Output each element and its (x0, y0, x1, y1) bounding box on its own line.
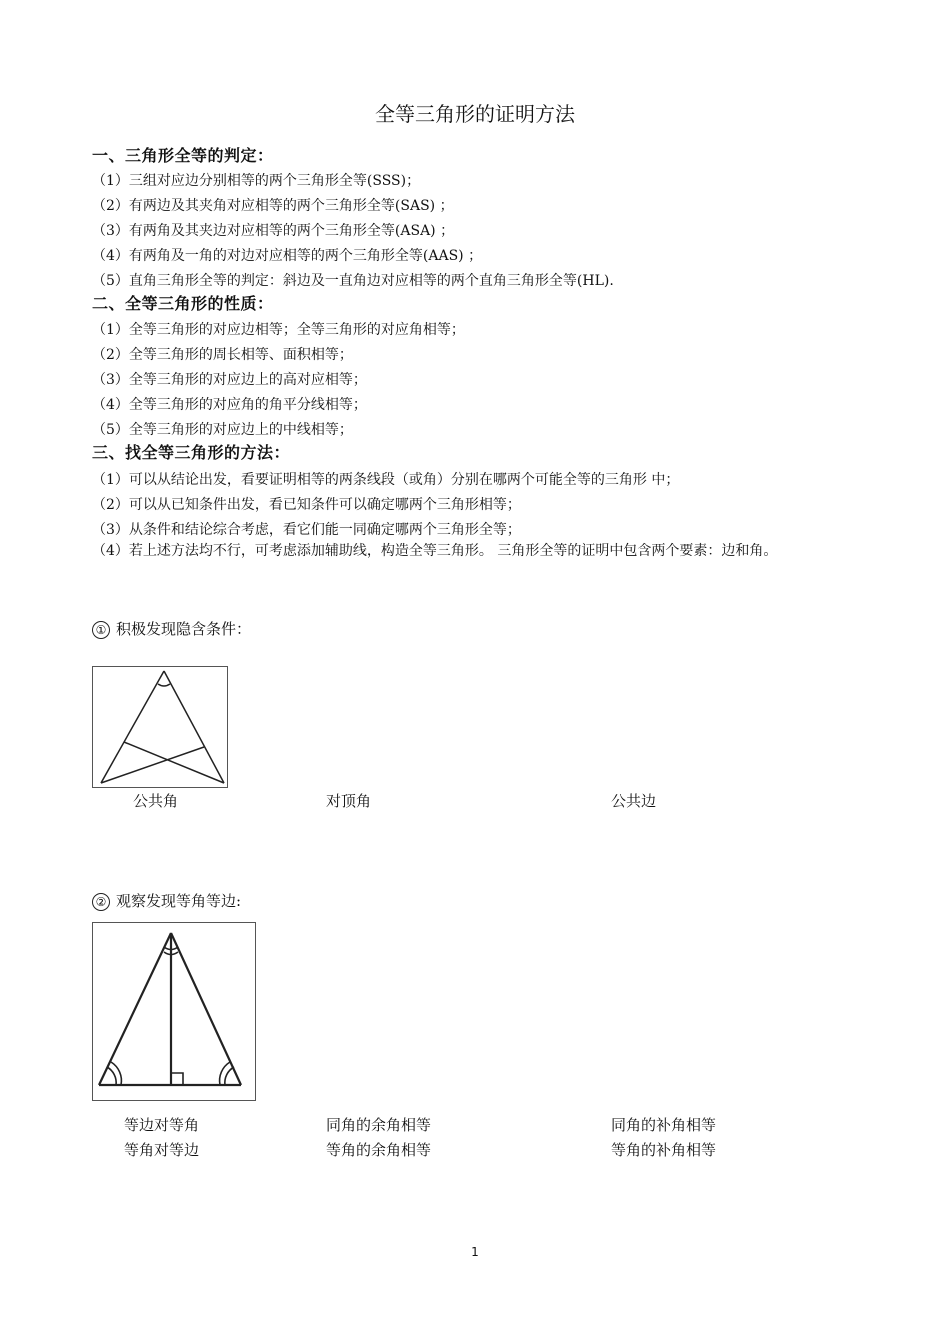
property-item: （1）全等三角形的对应边相等；全等三角形的对应角相等； (92, 322, 465, 338)
caption-same-angle-supplement: 同角的补角相等 (611, 1116, 717, 1134)
judgement-item: （1）三组对应边分别相等的两个三角形全等(SSS)； (92, 173, 421, 189)
isosceles-triangle-diagram (93, 923, 255, 1100)
section-heading-methods: 三、找全等三角形的方法： (92, 443, 291, 462)
judgement-item: （4）有两角及一角的对边对应相等的两个三角形全等(AAS) ； (92, 248, 483, 264)
caption-equal-sides-equal-angles: 等边对等角 (124, 1116, 200, 1134)
part1-label (92, 618, 251, 639)
page-title: 全等三角形的证明方法 (375, 102, 575, 126)
caption-equal-angle-complement: 等角的余角相等 (326, 1141, 432, 1159)
method-item: （3）从条件和结论综合考虑，看它们能一同确定哪两个三角形全等； (92, 522, 521, 538)
caption-common-angle: 公共角 (133, 792, 179, 810)
part2-label-text: 观察发现等角等边: (116, 892, 242, 910)
method-item: （4）若上述方法均不行，可考虑添加辅助线，构造全等三角形。 三角形全等的证明中包含两个要素：边和角。 (92, 543, 778, 559)
common-angle-diagram (93, 667, 227, 787)
method-item: （1）可以从结论出发，看要证明相等的两条线段（或角）分别在哪两个可能全等的三角形 中； (92, 472, 680, 488)
property-item: （5）全等三角形的对应边上的中线相等； (92, 422, 353, 438)
property-item: （3）全等三角形的对应边上的高对应相等； (92, 372, 367, 388)
common-angle-figure (92, 666, 228, 788)
circled-number-marker: ① (92, 621, 110, 639)
caption-equal-angle-supplement: 等角的补角相等 (611, 1141, 717, 1159)
section-heading-properties: 二、全等三角形的性质： (92, 294, 274, 313)
judgement-item: （2）有两边及其夹角对应相等的两个三角形全等(SAS) ； (92, 198, 454, 214)
part2-label (92, 890, 241, 911)
section-heading-judgement: 一、三角形全等的判定： (92, 146, 274, 165)
page-number: 1 (471, 1245, 479, 1259)
judgement-item: （3）有两角及其夹边对应相等的两个三角形全等(ASA) ； (92, 223, 455, 239)
caption-common-side: 公共边 (611, 792, 657, 810)
property-item: （4）全等三角形的对应角的角平分线相等； (92, 397, 367, 413)
circled-number-marker: ② (92, 893, 110, 911)
property-item: （2）全等三角形的周长相等、面积相等； (92, 347, 353, 363)
caption-same-angle-complement: 同角的余角相等 (326, 1116, 432, 1134)
part1-label-text: 积极发现隐含条件： (116, 620, 252, 638)
caption-equal-angles-equal-sides: 等角对等边 (124, 1141, 200, 1159)
isosceles-triangle-figure (92, 922, 256, 1101)
caption-vertical-angle: 对顶角 (326, 792, 372, 810)
method-item: （2）可以从已知条件出发，看已知条件可以确定哪两个三角形相等； (92, 497, 521, 513)
judgement-item: （5）直角三角形全等的判定：斜边及一直角边对应相等的两个直角三角形全等(HL). (92, 273, 614, 289)
